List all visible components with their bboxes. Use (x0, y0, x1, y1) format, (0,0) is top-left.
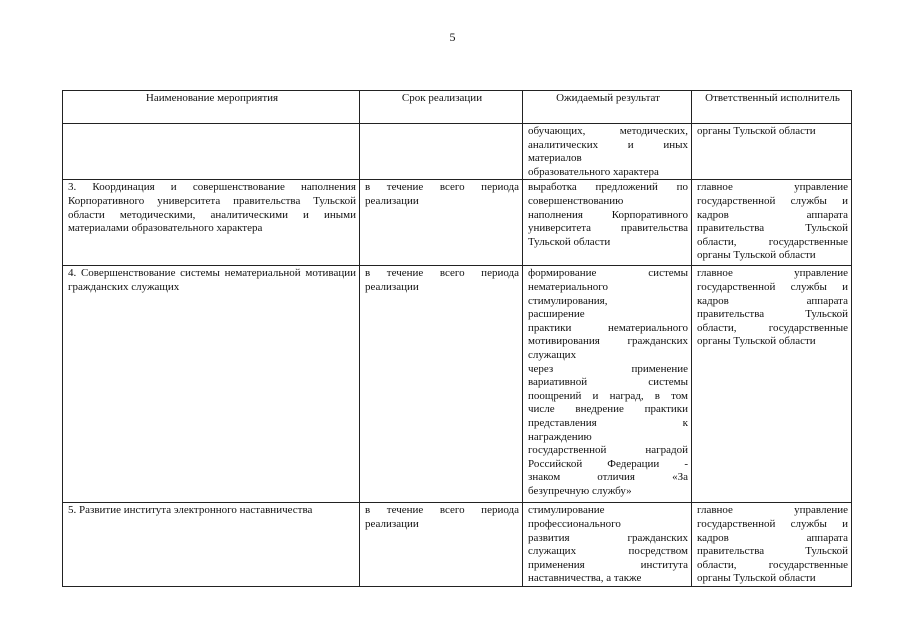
result-line: наставничества, а также (528, 572, 642, 585)
cell-expected-result (523, 266, 692, 503)
executor-line: кадров аппарата (697, 208, 848, 221)
result-line: профессионального (528, 517, 621, 530)
result-line: безупречную службу» (528, 484, 632, 497)
executor-line: кадров аппарата (697, 294, 848, 307)
table-row (63, 503, 852, 587)
result-line: знаком отличия «За (528, 471, 688, 484)
result-line: Российской Федерации - (528, 457, 688, 470)
executor-line: области, государственные (697, 558, 848, 571)
cell-measure-name: 5. Развитие института электронного наставничества (63, 503, 360, 587)
executor-line: правительства Тульской (697, 545, 848, 558)
executor-line: главное управление (697, 181, 848, 194)
result-line: материалов (528, 152, 582, 165)
cell-executor (692, 503, 852, 587)
result-line: образовательного характера (528, 165, 659, 178)
cell-measure-name: 4. Совершенствование системы нематериальной мотивации гражданских служащих (63, 266, 360, 503)
executor-line: государственной службы и (697, 280, 848, 293)
executor-line: кадров аппарата (697, 531, 848, 544)
executor-line: органы Тульской области (697, 125, 816, 137)
result-line: развития гражданских (528, 531, 688, 544)
result-line: университета правительства (528, 222, 688, 235)
result-line: практики нематериального (528, 321, 688, 334)
result-line: служащих (528, 348, 577, 361)
executor-line: государственной службы и (697, 194, 848, 207)
executor-line: главное управление (697, 504, 848, 517)
executor-line: органы Тульской области (697, 572, 816, 585)
result-line: награждению (528, 430, 592, 443)
result-line: числе внедрение практики (528, 403, 688, 416)
cell-term: в течение всего периода реализации (360, 503, 523, 587)
result-line: формирование системы (528, 267, 688, 280)
cell-expected-result (523, 124, 692, 180)
result-line: выработка предложений по (528, 181, 688, 194)
result-line: представления к (528, 416, 688, 429)
result-line: наполнения Корпоративного (528, 208, 688, 221)
result-line: стимулирование (528, 504, 605, 517)
result-line: применения института (528, 558, 688, 571)
result-line: нематериального (528, 280, 608, 293)
result-line: совершенствованию (528, 194, 624, 207)
header-executor: Ответственный исполнитель (692, 91, 852, 124)
table-row (63, 124, 852, 180)
result-line: стимулирования, (528, 294, 608, 307)
executor-line: органы Тульской области (697, 249, 816, 262)
result-line: обучающих, методических, (528, 125, 688, 137)
result-line: вариативной системы (528, 376, 688, 389)
header-term: Срок реализации (360, 91, 523, 124)
cell-term (360, 124, 523, 180)
cell-executor (692, 180, 852, 266)
measures-table (62, 90, 852, 587)
executor-line: области, государственные (697, 321, 848, 334)
result-line: аналитических и иных (528, 138, 688, 151)
executor-line: государственной службы и (697, 517, 848, 530)
table-row (63, 266, 852, 503)
table-header-row (63, 91, 852, 124)
cell-executor (692, 124, 852, 180)
page-number: 5 (449, 30, 456, 44)
executor-line: органы Тульской области (697, 335, 816, 348)
header-result: Ожидаемый результат (523, 91, 692, 124)
cell-term: в течение всего периода реализации (360, 180, 523, 266)
executor-line: правительства Тульской (697, 308, 848, 321)
executor-line: правительства Тульской (697, 222, 848, 235)
executor-line: области, государственные (697, 235, 848, 248)
cell-expected-result (523, 180, 692, 266)
result-line: государственной наградой (528, 444, 688, 457)
cell-measure-name (63, 124, 360, 180)
result-line: расширение (528, 308, 585, 321)
result-line: поощрений и наград, в том (528, 389, 688, 402)
result-line: служащих посредством (528, 545, 688, 558)
executor-line: главное управление (697, 267, 848, 280)
cell-executor (692, 266, 852, 503)
header-name: Наименование мероприятия (63, 91, 360, 124)
cell-measure-name: 3. Координация и совершенствование наполнения Корпоративного университета правительства Тульской области методическими, аналитическими и иными материалами образовательного характера (63, 180, 360, 266)
table-row (63, 180, 852, 266)
result-line: Тульской области (528, 235, 611, 248)
result-line: мотивирования гражданских (528, 335, 688, 348)
result-line: через применение (528, 362, 688, 375)
cell-expected-result (523, 503, 692, 587)
cell-term: в течение всего периода реализации (360, 266, 523, 503)
